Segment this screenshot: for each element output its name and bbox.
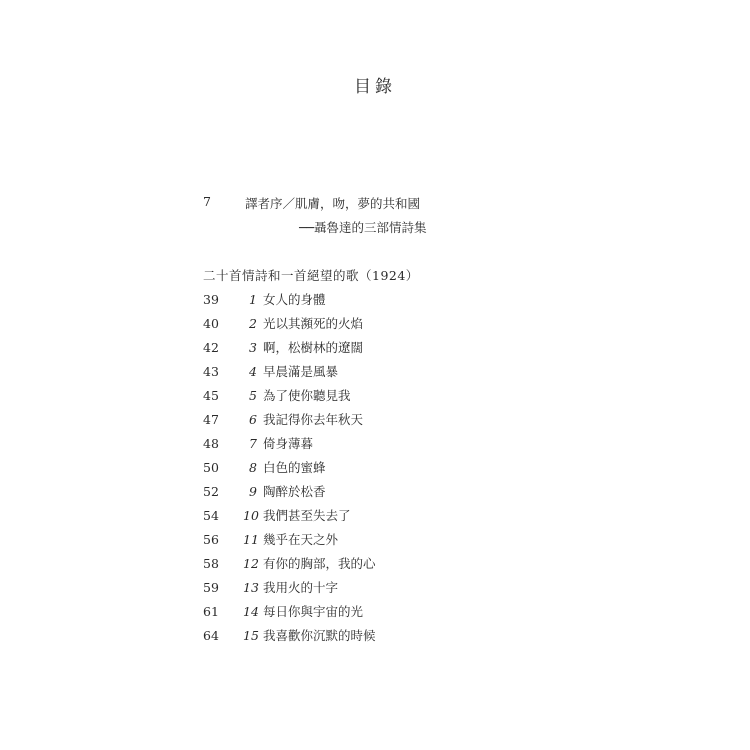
toc-page-number: 58 [203,556,219,571]
preface-page-number: 7 [203,194,211,209]
toc-page-number: 50 [203,460,219,475]
toc-page-number: 48 [203,436,219,451]
toc-poem-title: 我們甚至失去了 [263,508,351,523]
toc-page-number: 56 [203,532,219,547]
preface-title: 譯者序／肌膚，吻，夢的共和國 [245,196,421,211]
toc-page-number: 54 [203,508,219,523]
toc-item[interactable] [203,530,523,554]
toc-item[interactable] [203,626,523,650]
toc-poem-number: 8 [249,460,257,475]
toc-poem-title: 幾乎在天之外 [263,532,339,547]
toc-item[interactable] [203,362,523,386]
toc-poem-number: 13 [243,580,259,595]
toc-poem-number: 7 [249,436,257,451]
toc-page-number: 52 [203,484,219,499]
toc-poem-number: 14 [243,604,259,619]
toc-poem-title: 白色的蜜蜂 [263,460,326,475]
toc-item[interactable] [203,578,523,602]
toc-poem-title: 我記得你去年秋天 [263,412,364,427]
toc-item[interactable] [203,386,523,410]
toc-item[interactable] [203,602,523,626]
toc-poem-title: 每日你與宇宙的光 [263,604,364,619]
toc-item[interactable] [203,338,523,362]
toc-poem-title: 女人的身體 [263,292,326,307]
toc-page-number: 43 [203,364,219,379]
toc-page-number: 45 [203,388,219,403]
toc-poem-title: 為了使你聽見我 [263,388,351,403]
toc-poem-title: 光以其瀕死的火焰 [263,316,364,331]
toc-page-number: 42 [203,340,219,355]
toc-page-number: 39 [203,292,219,307]
toc-page-number: 47 [203,412,219,427]
toc-poem-title: 有你的胸部，我的心 [263,556,376,571]
toc-poem-number: 6 [249,412,257,427]
toc-item[interactable] [203,290,523,314]
page-title: 目錄 [354,77,396,97]
toc-poem-number: 9 [249,484,257,499]
toc-poem-number: 2 [249,316,257,331]
toc-item[interactable] [203,410,523,434]
toc-poem-number: 4 [249,364,257,379]
toc-page-number: 61 [203,604,219,619]
toc-item[interactable] [203,554,523,578]
toc-poem-number: 12 [243,556,259,571]
preface-subtitle: ──聶魯達的三部情詩集 [299,220,427,235]
toc-poem-number: 10 [243,508,259,523]
toc-list [203,290,523,650]
toc-poem-title: 啊，松樹林的遼闊 [263,340,364,355]
toc-item[interactable] [203,434,523,458]
toc-page-number: 40 [203,316,219,331]
toc-poem-number: 15 [243,628,259,643]
toc-poem-number: 1 [249,292,257,307]
toc-item[interactable] [203,314,523,338]
preface-entry[interactable] [203,194,543,235]
toc-item[interactable] [203,458,523,482]
toc-poem-title: 倚身薄暮 [263,436,314,451]
toc-poem-title: 我用火的十字 [263,580,339,595]
section-title: 二十首情詩和一首絕望的歌（1924） [203,268,419,283]
toc-poem-number: 3 [249,340,257,355]
toc-item[interactable] [203,506,523,530]
toc-item[interactable] [203,482,523,506]
toc-poem-number: 11 [243,532,259,547]
toc-poem-title: 早晨滿是風暴 [263,364,339,379]
toc-poem-title: 我喜歡你沉默的時候 [263,628,376,643]
toc-poem-number: 5 [249,388,257,403]
toc-poem-title: 陶醉於松香 [263,484,326,499]
toc-page-number: 64 [203,628,219,643]
toc-page-number: 59 [203,580,219,595]
